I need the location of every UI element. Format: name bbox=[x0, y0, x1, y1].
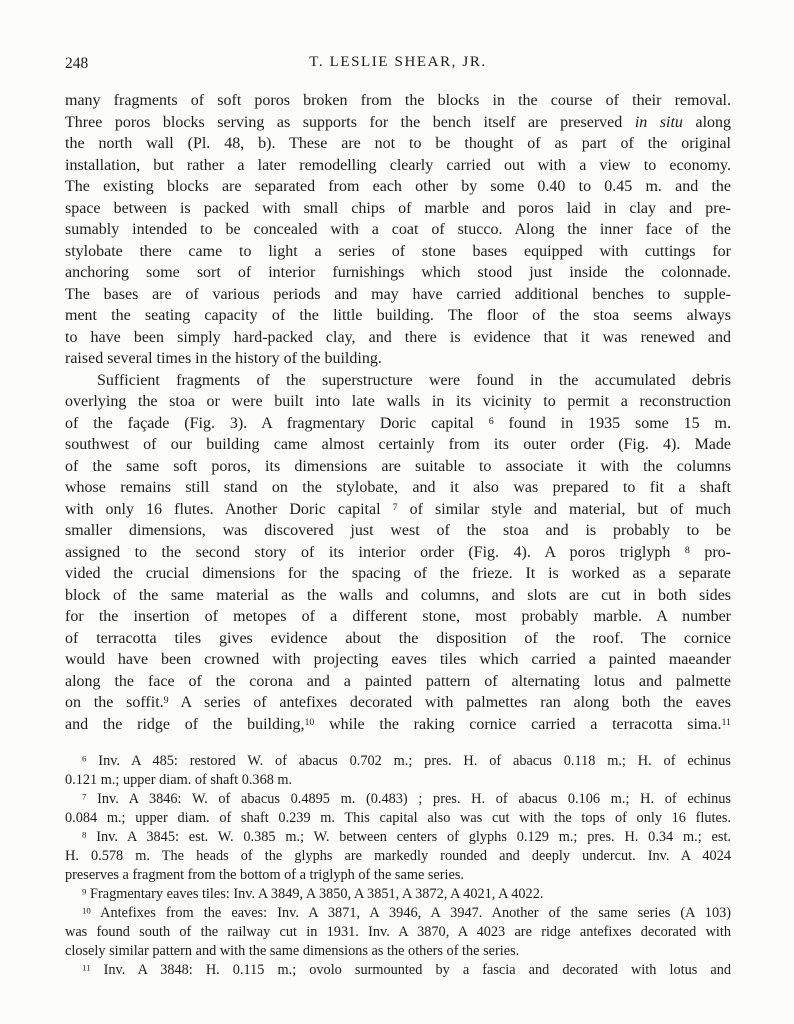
footnote bbox=[65, 790, 731, 828]
text-line: for the insertion of metopes of a different stone, most probably marble. A number bbox=[65, 608, 731, 625]
text-line: with only 16 flutes. Another Doric capital $^7$ of similar style and material, but of much bbox=[65, 500, 731, 518]
text-line: of terracotta tiles gives evidence about the disposition of the roof. The cornice bbox=[65, 629, 731, 647]
footnote bbox=[65, 904, 731, 961]
text-line: raised several times in the history of the building. bbox=[65, 350, 382, 367]
text-line: $^9$ Fragmentary eaves tiles: Inv. A 3849, A 3850, A 3851, A 3872, A 4021, A 4022. bbox=[82, 886, 544, 902]
text-line: whose remains still stand on the stylobate, and it also was prepared to fit a shaft bbox=[65, 479, 731, 496]
text-line: block of the same material as the walls and columns, and slots are cut in both sides bbox=[65, 586, 731, 604]
footnote bbox=[65, 752, 731, 790]
body-text bbox=[65, 90, 731, 735]
page-number: 248 bbox=[65, 55, 89, 72]
text-line: on the soffit.$^9$ A series of antefixes decorated with palmettes ran along both the eaves bbox=[65, 694, 732, 711]
page-content bbox=[65, 54, 731, 980]
text-line: 0.084 m.; upper diam. of shaft 0.239 m. This capital also was cut with the tops of only 16 flutes. bbox=[65, 810, 731, 826]
footnotes bbox=[65, 752, 731, 980]
text-line: space between is packed with small chips of marble and poros laid in clay and pre- bbox=[65, 199, 731, 217]
text-line: of the same soft poros, its dimensions are suitable to associate it with the columns bbox=[65, 457, 731, 475]
text-line: overlying the stoa or were built into late walls in its vicinity to permit a reconstruction bbox=[65, 393, 731, 410]
running-head: T. LESLIE SHEAR, JR. bbox=[309, 54, 487, 70]
text-line: installation, but rather a later remodelling clearly carried out with a view to economy. bbox=[65, 156, 731, 174]
text-line: sumably intended to be concealed with a coat of stucco. Along the inner face of the bbox=[65, 221, 731, 238]
body-paragraph bbox=[65, 370, 731, 736]
text-line: and the ridge of the building,$^{10}$ while the raking cornice carried a terracotta sima.$^{11}$ bbox=[65, 715, 732, 733]
text-line: $^7$ Inv. A 3846: W. of abacus 0.4895 m. (0.483) ; pres. H. of abacus 0.106 m.; H. of echinus bbox=[82, 791, 731, 807]
footnote bbox=[65, 885, 731, 904]
text-line: anchoring some sort of interior furnishings which stood just inside the colonnade. bbox=[65, 264, 731, 281]
text-line: $^8$ Inv. A 3845: est. W. 0.385 m.; W. between centers of glyphs 0.129 m.; pres. H. 0.34 m.; est. bbox=[82, 829, 731, 845]
text-line: to have been simply hard-packed clay, and there is evidence that it was renewed and bbox=[65, 328, 731, 346]
text-line: southwest of our building came almost certainly from its outer order (Fig. 4). Made bbox=[65, 436, 731, 453]
page-header bbox=[65, 54, 731, 74]
text-line: Three poros blocks serving as supports for the bench itself are preserved in situ along bbox=[65, 113, 732, 131]
text-line: The bases are of various periods and may have carried additional benches to supple- bbox=[65, 285, 731, 303]
text-line: ment the seating capacity of the little building. The floor of the stoa seems always bbox=[65, 307, 731, 324]
body-paragraph bbox=[65, 90, 731, 370]
text-line: stylobate there came to light a series of stone bases equipped with cuttings for bbox=[65, 242, 731, 260]
footnote bbox=[65, 828, 731, 885]
text-line: vided the crucial dimensions for the spacing of the frieze. It is worked as a separate bbox=[65, 565, 731, 582]
text-line: $^{11}$ Inv. A 3848: H. 0.115 m.; ovolo surmounted by a fascia and decorated with lotus and bbox=[82, 962, 731, 978]
text-line: closely similar pattern and with the same dimensions as the others of the series. bbox=[65, 943, 520, 959]
text-line: was found south of the railway cut in 1931. Inv. A 3870, A 4023 are ridge antefixes decorated with bbox=[65, 924, 731, 940]
text-line: assigned to the second story of its interior order (Fig. 4). A poros triglyph $^8$ pro- bbox=[65, 543, 732, 561]
text-line: $^6$ Inv. A 485: restored W. of abacus 0.702 m.; pres. H. of abacus 0.118 m.; H. of echinus bbox=[82, 753, 731, 769]
text-line: smaller dimensions, was discovered just west of the stoa and is probably to be bbox=[65, 522, 731, 539]
text-line: many fragments of soft poros broken from the blocks in the course of their removal. bbox=[65, 92, 731, 109]
text-line: would have been crowned with projecting eaves tiles which carried a painted maeander bbox=[65, 651, 731, 668]
text-line: Sufficient fragments of the superstructure were found in the accumulated debris bbox=[97, 371, 731, 389]
text-line: the north wall (Pl. 48, b). These are not to be thought of as part of the original bbox=[65, 135, 731, 152]
text-line: $^{10}$ Antefixes from the eaves: Inv. A 3871, A 3946, A 3947. Another of the same series (A 103) bbox=[82, 905, 731, 921]
text-line: preserves a fragment from the bottom of a triglyph of the same series. bbox=[65, 867, 464, 883]
text-line: along the face of the corona and a painted pattern of alternating lotus and palmette bbox=[65, 672, 731, 690]
text-line: of the façade (Fig. 3). A fragmentary Doric capital $^6$ found in 1935 some 15 m. bbox=[65, 414, 731, 432]
footnote bbox=[65, 961, 731, 980]
text-line: H. 0.578 m. The heads of the glyphs are markedly rounded and deeply undercut. Inv. A 4024 bbox=[65, 848, 731, 864]
text-line: 0.121 m.; upper diam. of shaft 0.368 m. bbox=[65, 772, 293, 788]
text-line: The existing blocks are separated from each other by some 0.40 to 0.45 m. and the bbox=[65, 178, 731, 195]
